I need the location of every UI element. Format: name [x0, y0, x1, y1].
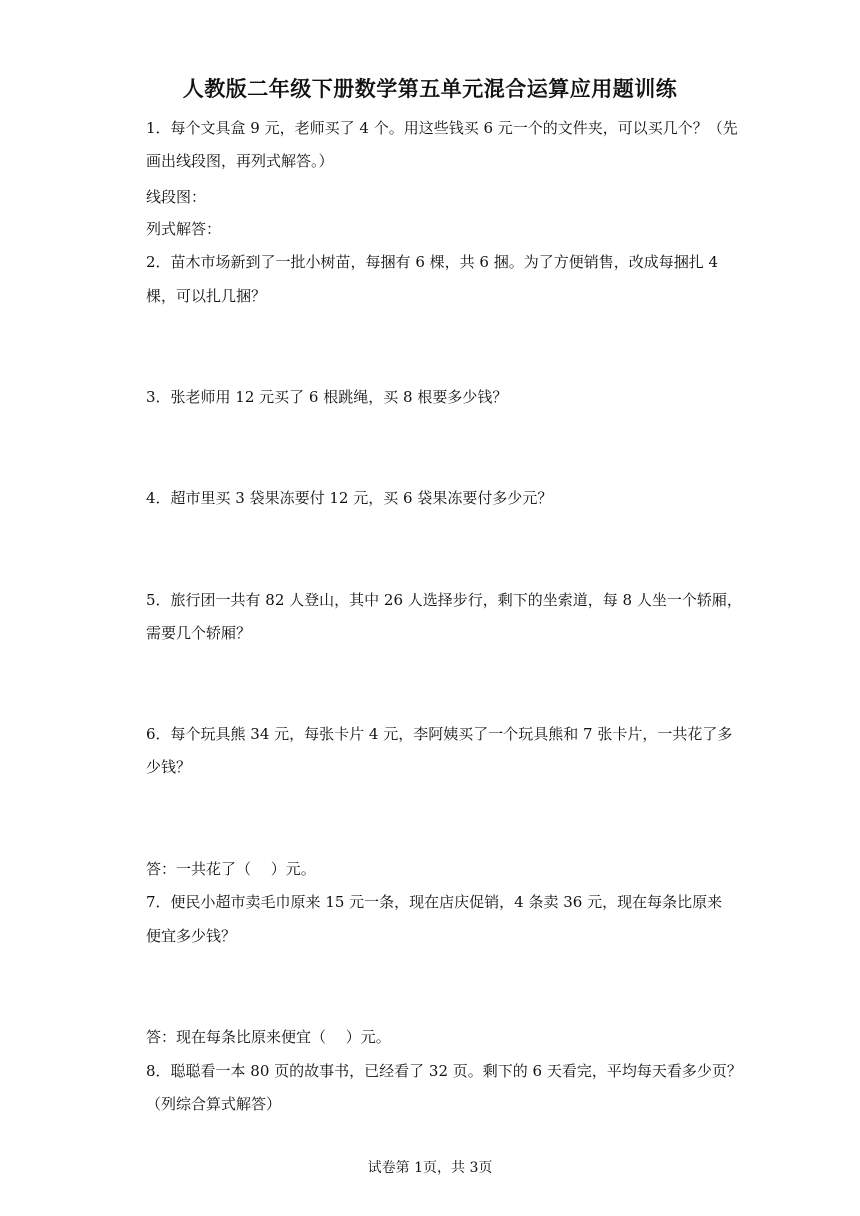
question-6-line-1: 6．每个玩具熊 34 元，每张卡片 4 元，李阿姨买了一个玩具熊和 7 张卡片，一共花了多: [146, 725, 733, 743]
question-1-line-2: 画出线段图，再列式解答。）: [146, 152, 334, 170]
question-8-line-2: （列综合算式解答）: [146, 1095, 282, 1113]
question-8-line-1: 8．聪聪看一本 80 页的故事书，已经看了 32 页。剩下的 6 天看完，平均每天看多少页？: [146, 1062, 742, 1080]
question-5-line-1: 5．旅行团一共有 82 人登山，其中 26 人选择步行，剩下的坐索道，每 8 人坐一个轿厢，: [146, 591, 742, 609]
question-6-line-2: 少钱？: [146, 758, 192, 776]
question-1-solution-label: 列式解答：: [146, 220, 222, 238]
question-2-line-1: 2．苗木市场新到了一批小树苗，每捆有 6 棵，共 6 捆。为了方便销售，改成每捆扎 4: [146, 253, 719, 271]
question-7-line-1: 7．便民小超市卖毛巾原来 15 元一条，现在店庆促销，4 条卖 36 元，现在每条比原来: [146, 893, 723, 911]
question-3-line-1: 3．张老师用 12 元买了 6 根跳绳，买 8 根要多少钱？: [146, 388, 508, 406]
page-title: 人教版二年级下册数学第五单元混合运算应用题训练: [182, 77, 678, 101]
question-5-line-2: 需要几个轿厢？: [146, 624, 252, 642]
question-4-line-1: 4．超市里买 3 袋果冻要付 12 元，买 6 袋果冻要付多少元？: [146, 489, 553, 507]
question-6-answer: 答：一共花了（ ）元。: [146, 860, 316, 878]
question-2-line-2: 棵，可以扎几捆？: [146, 287, 267, 305]
question-7-line-2: 便宜多少钱？: [146, 927, 237, 945]
question-7-answer: 答：现在每条比原来便宜（ ）元。: [146, 1028, 391, 1046]
question-1-diagram-label: 线段图：: [146, 188, 207, 206]
question-1-line-1: 1．每个文具盒 9 元，老师买了 4 个。用这些钱买 6 元一个的文件夹，可以买几个？（先: [146, 119, 738, 137]
page-footer: 试卷第 1页，共 3页: [367, 1160, 493, 1176]
